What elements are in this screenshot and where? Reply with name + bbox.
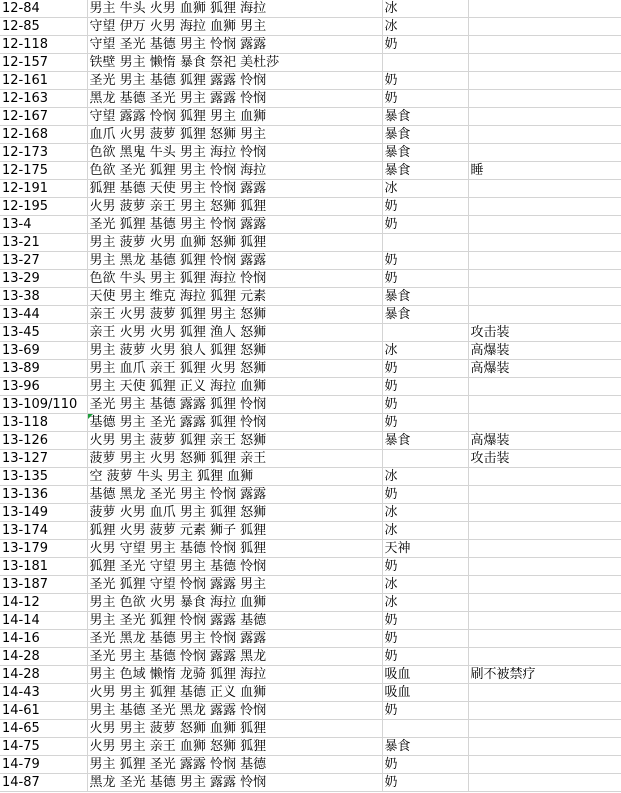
cell-key-card[interactable]: 奶	[382, 648, 468, 666]
cell-key-card[interactable]: 吸血	[382, 666, 468, 684]
cell-team-lineup[interactable]: 圣光 狐狸 基德 男主 怜悯 露露	[87, 216, 382, 234]
cell-team-lineup[interactable]: 火男 守望 男主 基德 怜悯 狐狸	[87, 540, 382, 558]
cell-stage-id[interactable]: 13-118	[0, 414, 87, 432]
table-row	[0, 486, 621, 504]
cell-key-card[interactable]: 暴食	[382, 108, 468, 126]
cell-team-lineup[interactable]: 男主 狐狸 圣光 露露 怜悯 基德	[87, 756, 382, 774]
cell-team-lineup[interactable]: 守望 露露 怜悯 狐狸 男主 血狮	[87, 108, 382, 126]
cell-stage-id[interactable]: 14-79	[0, 756, 87, 774]
cell-stage-id[interactable]: 13-149	[0, 504, 87, 522]
table-row	[0, 234, 621, 252]
cell-key-card[interactable]	[382, 450, 468, 468]
cell-team-lineup[interactable]: 男主 血爪 亲王 狐狸 火男 怒狮	[87, 360, 382, 378]
table-row	[0, 0, 621, 18]
cell-remark[interactable]	[468, 576, 621, 594]
cell-team-lineup[interactable]: 火男 菠萝 亲王 男主 怒狮 狐狸	[87, 198, 382, 216]
cell-stage-id[interactable]: 13-27	[0, 252, 87, 270]
cell-stage-id[interactable]: 13-126	[0, 432, 87, 450]
cell-team-lineup[interactable]: 狐狸 圣光 守望 男主 基德 怜悯	[87, 558, 382, 576]
cell-remark[interactable]	[468, 198, 621, 216]
cell-remark[interactable]: 刷不被禁疗	[468, 666, 621, 684]
table-row	[0, 288, 621, 306]
cell-remark[interactable]	[468, 36, 621, 54]
cell-team-lineup[interactable]: 守望 伊万 火男 海拉 血狮 男主	[87, 18, 382, 36]
cell-remark[interactable]	[468, 378, 621, 396]
table-row	[0, 756, 621, 774]
table-row	[0, 216, 621, 234]
cell-remark[interactable]	[468, 522, 621, 540]
cell-team-lineup[interactable]: 男主 黑龙 基德 狐狸 怜悯 露露	[87, 252, 382, 270]
cell-key-card[interactable]: 暴食	[382, 288, 468, 306]
table-row	[0, 144, 621, 162]
cell-remark[interactable]	[468, 306, 621, 324]
cell-stage-id[interactable]: 13-4	[0, 216, 87, 234]
table-row	[0, 648, 621, 666]
table-row	[0, 702, 621, 720]
cell-key-card[interactable]: 奶	[382, 774, 468, 792]
cell-key-card[interactable]: 奶	[382, 702, 468, 720]
table-row	[0, 504, 621, 522]
table-row	[0, 90, 621, 108]
cell-remark[interactable]	[468, 54, 621, 72]
cell-key-card[interactable]: 吸血	[382, 684, 468, 702]
cell-team-lineup[interactable]: 火男 男主 狐狸 基德 正义 血狮	[87, 684, 382, 702]
table-row	[0, 414, 621, 432]
table-row	[0, 558, 621, 576]
cell-team-lineup[interactable]: 色欲 圣光 狐狸 男主 怜悯 海拉	[87, 162, 382, 180]
cell-stage-id[interactable]: 13-109/110	[0, 396, 87, 414]
cell-remark[interactable]	[468, 540, 621, 558]
cell-remark[interactable]	[468, 288, 621, 306]
cell-team-lineup[interactable]: 圣光 狐狸 守望 怜悯 露露 男主	[87, 576, 382, 594]
cell-remark[interactable]	[468, 558, 621, 576]
cell-team-lineup[interactable]: 亲王 火男 火男 狐狸 渔人 怒狮	[87, 324, 382, 342]
cell-stage-id[interactable]: 12-175	[0, 162, 87, 180]
cell-stage-id[interactable]: 12-191	[0, 180, 87, 198]
cell-stage-id[interactable]: 14-14	[0, 612, 87, 630]
cell-key-card[interactable]: 奶	[382, 252, 468, 270]
cell-key-card[interactable]: 暴食	[382, 162, 468, 180]
cell-team-lineup[interactable]: 火男 男主 菠萝 怒狮 血狮 狐狸	[87, 720, 382, 738]
table-row	[0, 594, 621, 612]
table-row	[0, 450, 621, 468]
cell-team-lineup[interactable]: 菠萝 男主 火男 怒狮 狐狸 亲王	[87, 450, 382, 468]
table-row	[0, 666, 621, 684]
cell-team-lineup[interactable]: 守望 圣光 基德 男主 怜悯 露露	[87, 36, 382, 54]
cell-remark[interactable]	[468, 144, 621, 162]
cell-team-lineup[interactable]: 基德 男主 圣光 露露 狐狸 怜悯	[87, 414, 382, 432]
cell-remark[interactable]	[468, 414, 621, 432]
cell-remark[interactable]: 高爆装	[468, 342, 621, 360]
cell-team-lineup[interactable]: 圣光 男主 基德 露露 狐狸 怜悯	[87, 396, 382, 414]
cell-stage-id[interactable]: 13-69	[0, 342, 87, 360]
cell-stage-id[interactable]: 14-28	[0, 648, 87, 666]
table-row	[0, 720, 621, 738]
cell-remark[interactable]: 攻击装	[468, 450, 621, 468]
cell-stage-id[interactable]: 12-163	[0, 90, 87, 108]
cell-stage-id[interactable]: 13-181	[0, 558, 87, 576]
cell-stage-id[interactable]: 12-173	[0, 144, 87, 162]
table-row	[0, 72, 621, 90]
table-row	[0, 378, 621, 396]
cell-key-card[interactable]: 奶	[382, 612, 468, 630]
cell-team-lineup[interactable]: 男主 天使 狐狸 正义 海拉 血狮	[87, 378, 382, 396]
table-row	[0, 576, 621, 594]
cell-stage-id[interactable]: 14-12	[0, 594, 87, 612]
table-row	[0, 324, 621, 342]
cell-key-card[interactable]: 奶	[382, 558, 468, 576]
table-row	[0, 540, 621, 558]
table-row	[0, 108, 621, 126]
table-row	[0, 18, 621, 36]
cell-remark[interactable]: 高爆装	[468, 360, 621, 378]
cell-stage-id[interactable]: 13-38	[0, 288, 87, 306]
table-row	[0, 738, 621, 756]
cell-key-card[interactable]: 天神	[382, 540, 468, 558]
table-row	[0, 342, 621, 360]
cell-remark[interactable]	[468, 126, 621, 144]
cell-team-lineup[interactable]: 亲王 火男 菠萝 狐狸 男主 怒狮	[87, 306, 382, 324]
cell-key-card[interactable]: 奶	[382, 270, 468, 288]
cell-remark[interactable]	[468, 0, 621, 18]
cell-stage-id[interactable]: 12-157	[0, 54, 87, 72]
cell-team-lineup[interactable]: 火男 男主 亲王 血狮 怒狮 狐狸	[87, 738, 382, 756]
cell-key-card[interactable]	[382, 720, 468, 738]
cell-team-lineup[interactable]: 铁壁 男主 懒惰 暴食 祭祀 美杜莎	[87, 54, 382, 72]
cell-key-card[interactable]: 暴食	[382, 306, 468, 324]
cell-remark[interactable]	[468, 720, 621, 738]
cell-stage-id[interactable]: 13-44	[0, 306, 87, 324]
cell-key-card[interactable]: 冰	[382, 342, 468, 360]
table-row	[0, 270, 621, 288]
cell-remark[interactable]	[468, 756, 621, 774]
cell-remark[interactable]	[468, 18, 621, 36]
cell-stage-id[interactable]: 14-61	[0, 702, 87, 720]
cell-team-lineup[interactable]: 色欲 牛头 男主 狐狸 海拉 怜悯	[87, 270, 382, 288]
cell-key-card[interactable]: 暴食	[382, 738, 468, 756]
cell-remark[interactable]	[468, 252, 621, 270]
cell-team-lineup[interactable]: 黑龙 基德 圣光 男主 露露 怜悯	[87, 90, 382, 108]
cell-remark[interactable]	[468, 504, 621, 522]
cell-team-lineup[interactable]: 男主 菠萝 火男 狼人 狐狸 怒狮	[87, 342, 382, 360]
cell-remark[interactable]	[468, 612, 621, 630]
cell-stage-id[interactable]: 13-187	[0, 576, 87, 594]
cell-key-card[interactable]: 奶	[382, 486, 468, 504]
cell-key-card[interactable]	[382, 234, 468, 252]
cell-key-card[interactable]: 冰	[382, 594, 468, 612]
cell-key-card[interactable]	[382, 54, 468, 72]
cell-remark[interactable]	[468, 594, 621, 612]
cell-team-lineup[interactable]: 男主 基德 圣光 黑龙 露露 怜悯	[87, 702, 382, 720]
cell-stage-id[interactable]: 14-16	[0, 630, 87, 648]
cell-stage-id[interactable]: 12-168	[0, 126, 87, 144]
table-row	[0, 306, 621, 324]
cell-stage-id[interactable]: 13-29	[0, 270, 87, 288]
cell-team-lineup[interactable]: 天使 男主 维克 海拉 狐狸 元素	[87, 288, 382, 306]
cell-remark[interactable]	[468, 738, 621, 756]
cell-team-lineup[interactable]: 圣光 男主 基德 狐狸 露露 怜悯	[87, 72, 382, 90]
table-row	[0, 54, 621, 72]
table-row	[0, 468, 621, 486]
cell-remark[interactable]	[468, 684, 621, 702]
cell-team-lineup[interactable]: 血爪 火男 菠萝 狐狸 怒狮 男主	[87, 126, 382, 144]
cell-key-card[interactable]: 奶	[382, 756, 468, 774]
cell-stage-id[interactable]: 12-85	[0, 18, 87, 36]
cell-remark[interactable]: 攻击装	[468, 324, 621, 342]
cell-key-card[interactable]: 暴食	[382, 144, 468, 162]
cell-remark[interactable]	[468, 180, 621, 198]
cell-key-card[interactable]: 冰	[382, 522, 468, 540]
cell-key-card[interactable]: 冰	[382, 180, 468, 198]
cell-key-card[interactable]: 冰	[382, 0, 468, 18]
cell-key-card[interactable]: 冰	[382, 18, 468, 36]
cell-key-card[interactable]: 冰	[382, 468, 468, 486]
table-row	[0, 126, 621, 144]
cell-stage-id[interactable]: 14-87	[0, 774, 87, 792]
cell-remark[interactable]	[468, 648, 621, 666]
cell-stage-id[interactable]: 13-21	[0, 234, 87, 252]
table-row	[0, 36, 621, 54]
cell-stage-id[interactable]: 12-118	[0, 36, 87, 54]
cell-key-card[interactable]: 奶	[382, 36, 468, 54]
cell-team-lineup[interactable]: 圣光 男主 基德 怜悯 露露 黑龙	[87, 648, 382, 666]
cell-key-card[interactable]: 冰	[382, 576, 468, 594]
cell-team-lineup[interactable]: 基德 黑龙 圣光 男主 怜悯 露露	[87, 486, 382, 504]
table-row	[0, 774, 621, 792]
cell-team-lineup[interactable]: 菠萝 火男 血爪 男主 狐狸 怒狮	[87, 504, 382, 522]
cell-remark[interactable]: 高爆装	[468, 432, 621, 450]
cell-key-card[interactable]: 奶	[382, 378, 468, 396]
cell-stage-id[interactable]: 12-167	[0, 108, 87, 126]
table-row	[0, 612, 621, 630]
table-row	[0, 360, 621, 378]
table-row	[0, 252, 621, 270]
cell-key-card[interactable]: 奶	[382, 198, 468, 216]
table-row	[0, 396, 621, 414]
cell-team-lineup[interactable]: 狐狸 火男 菠萝 元素 狮子 狐狸	[87, 522, 382, 540]
cell-key-card[interactable]	[382, 324, 468, 342]
cell-remark[interactable]	[468, 90, 621, 108]
cell-stage-id[interactable]: 13-127	[0, 450, 87, 468]
cell-team-lineup[interactable]: 男主 色欲 火男 暴食 海拉 血狮	[87, 594, 382, 612]
cell-key-card[interactable]: 奶	[382, 90, 468, 108]
cell-key-card[interactable]: 冰	[382, 504, 468, 522]
cell-remark[interactable]	[468, 630, 621, 648]
table-row	[0, 162, 621, 180]
cell-team-lineup[interactable]: 火男 男主 菠萝 狐狸 亲王 怒狮	[87, 432, 382, 450]
cell-remark[interactable]	[468, 108, 621, 126]
cell-team-lineup[interactable]: 男主 牛头 火男 血狮 狐狸 海拉	[87, 0, 382, 18]
cell-stage-id[interactable]: 14-75	[0, 738, 87, 756]
cell-stage-id[interactable]: 14-28	[0, 666, 87, 684]
cell-remark[interactable]	[468, 774, 621, 792]
cell-key-card[interactable]: 奶	[382, 630, 468, 648]
cell-remark[interactable]	[468, 396, 621, 414]
cell-remark[interactable]: 睡	[468, 162, 621, 180]
table-row	[0, 684, 621, 702]
cell-stage-id[interactable]: 13-89	[0, 360, 87, 378]
cell-stage-id[interactable]: 14-65	[0, 720, 87, 738]
cell-remark[interactable]	[468, 72, 621, 90]
cell-stage-id[interactable]: 13-136	[0, 486, 87, 504]
cell-key-card[interactable]: 奶	[382, 360, 468, 378]
cell-team-lineup[interactable]: 圣光 黑龙 基德 男主 怜悯 露露	[87, 630, 382, 648]
table-row	[0, 432, 621, 450]
table-row	[0, 630, 621, 648]
cell-team-lineup[interactable]: 空 菠萝 牛头 男主 狐狸 血狮	[87, 468, 382, 486]
cell-team-lineup[interactable]: 男主 圣光 狐狸 怜悯 露露 基德	[87, 612, 382, 630]
cell-team-lineup[interactable]: 男主 色域 懒惰 龙骑 狐狸 海拉	[87, 666, 382, 684]
cell-remark[interactable]	[468, 486, 621, 504]
cell-remark[interactable]	[468, 216, 621, 234]
cell-stage-id[interactable]: 12-195	[0, 198, 87, 216]
cell-stage-id[interactable]: 13-45	[0, 324, 87, 342]
cell-remark[interactable]	[468, 702, 621, 720]
cell-stage-id[interactable]: 14-43	[0, 684, 87, 702]
cell-stage-id[interactable]: 13-135	[0, 468, 87, 486]
cell-team-lineup[interactable]: 狐狸 基德 天使 男主 怜悯 露露	[87, 180, 382, 198]
cell-key-card[interactable]: 奶	[382, 72, 468, 90]
cell-remark[interactable]	[468, 468, 621, 486]
cell-key-card[interactable]: 奶	[382, 396, 468, 414]
table-row	[0, 522, 621, 540]
cell-stage-id[interactable]: 12-161	[0, 72, 87, 90]
table-row	[0, 180, 621, 198]
cell-key-card[interactable]: 奶	[382, 414, 468, 432]
cell-stage-id[interactable]: 12-84	[0, 0, 87, 18]
cell-key-card[interactable]: 暴食	[382, 432, 468, 450]
cell-team-lineup[interactable]: 黑龙 圣光 基德 男主 露露 怜悯	[87, 774, 382, 792]
cell-key-card[interactable]: 奶	[382, 216, 468, 234]
cell-stage-id[interactable]: 13-179	[0, 540, 87, 558]
cell-key-card[interactable]: 暴食	[382, 126, 468, 144]
cell-stage-id[interactable]: 13-96	[0, 378, 87, 396]
cell-remark[interactable]	[468, 234, 621, 252]
table-row	[0, 198, 621, 216]
cell-team-lineup[interactable]: 男主 菠萝 火男 血狮 怒狮 狐狸	[87, 234, 382, 252]
cell-stage-id[interactable]: 13-174	[0, 522, 87, 540]
cell-team-lineup[interactable]: 色欲 黑鬼 牛头 男主 海拉 怜悯	[87, 144, 382, 162]
cell-remark[interactable]	[468, 270, 621, 288]
